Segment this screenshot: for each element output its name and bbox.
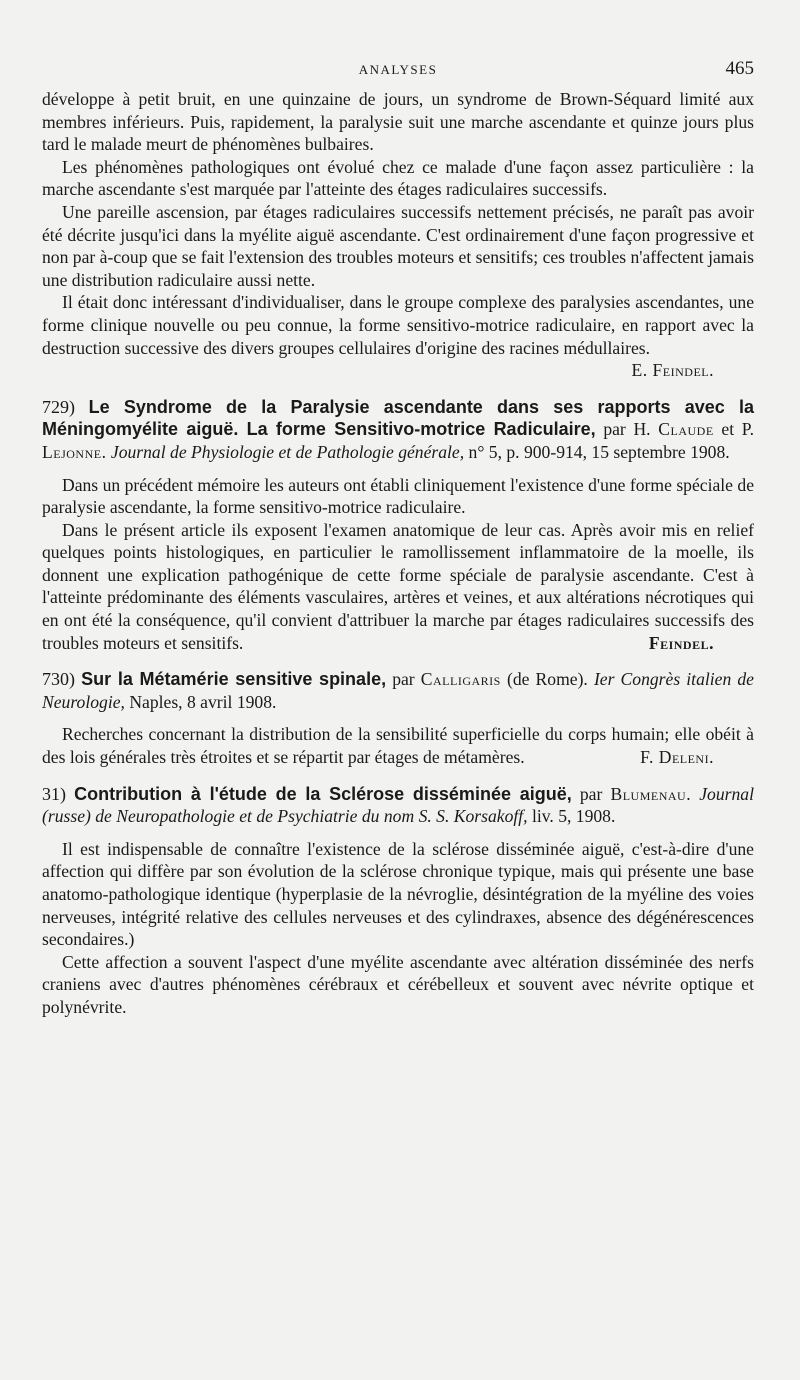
intro-paragraph-4 xyxy=(42,291,754,381)
entry-730-number: 730) xyxy=(42,669,75,690)
entry-731-author: Blumenau. xyxy=(610,783,692,804)
entry-729-paragraph-2 xyxy=(42,519,754,655)
entry-730-reference: Naples, 8 avril 1908. xyxy=(129,691,277,712)
entry-729-by: par H. xyxy=(603,419,651,440)
entry-731-reference: liv. 5, 1908. xyxy=(531,806,616,827)
entry-731-number: 31) xyxy=(42,783,66,804)
entry-730-paragraph-1 xyxy=(42,723,754,768)
entry-731-body xyxy=(42,838,754,1019)
entry-729-body xyxy=(42,474,754,655)
entry-730-place: (de Rome). xyxy=(506,669,588,690)
entry-731-journal: Journal (russe) de Neuropathologie et de Psychiatrie du nom S. S. Korsakoff, xyxy=(42,783,754,827)
journal-page xyxy=(42,58,754,1019)
entry-731 xyxy=(42,783,754,1019)
entry-730-by: par xyxy=(392,669,415,690)
entry-729-reference: n° 5, p. 900-914, 15 septembre 1908. xyxy=(468,441,730,462)
page-number: 465 xyxy=(725,58,754,79)
entry-729-signature: Feindel. xyxy=(648,632,714,653)
entry-729-author-1: Claude xyxy=(658,419,714,440)
intro-paragraph-3: Une pareille ascension, par étages radiculaires successifs nettement précisés, ne paraît pas avoir été décrite jusqu'ici dans la myélite aiguë ascendante. C'est ordinairement d'une façon progressive et non par à-coup que se fait l'extension des troubles moteurs et sensitifs; ces troubles n'affectent jamais une distribution radiculaire aussi nette. xyxy=(42,201,755,290)
entry-730-signature: F. Deleni. xyxy=(640,747,714,768)
intro-section xyxy=(42,88,754,382)
entry-729-paragraph-1: Dans un précédent mémoire les auteurs ont établi cliniquement l'existence d'une forme spéciale de paralysie ascendante, la forme sensitivo-motrice radiculaire. xyxy=(42,474,754,518)
entry-729-paragraph-2-text: Dans le présent article ils exposent l'examen anatomique de leur cas. Après avoir mis en relief quelques points histologiques, en particulier le ramollissement inflammatoire de la moelle, ils donnent une explication pathogénique de cette forme spéciale de paralysie ascendante. C'est à l'atteinte prédominante des éléments vasculaires, artères et veines, et aux altérations nécrotiques qui en ont été la conséquence, qu'il convient d'attribuer la marche par étages radiculaires successifs des troubles moteurs et sensitifs. xyxy=(42,519,754,653)
entry-731-heading xyxy=(42,783,754,828)
entry-729-journal: Journal de Physiologie et de Pathologie générale, xyxy=(110,441,465,462)
intro-paragraph-2: Les phénomènes pathologiques ont évolué chez ce malade d'une façon assez particulière : la marche ascendante s'est marquée par l'atteinte des étages radiculaires successifs. xyxy=(42,156,754,200)
running-title: ANALYSES xyxy=(358,62,438,77)
entry-730-heading xyxy=(42,668,754,713)
entry-730-paragraph-1-text: Recherches concernant la distribution de la sensibilité superficielle du corps humain; elle obéit à des lois générales très étroites et se répartit par étages de métamères. xyxy=(42,724,754,768)
entry-730 xyxy=(42,668,754,768)
intro-paragraph-4-text: Il était donc intéressant d'individualiser, dans le groupe complexe des paralysies ascendantes, une forme clinique nouvelle ou peu connue, la forme sensitivo-motrice radiculaire, en rapport avec la destruction successive des divers groupes cellulaires d'origine des racines médullaires. xyxy=(42,292,754,358)
entry-731-by: par xyxy=(579,783,603,804)
entry-731-title: Contribution à l'étude de la Sclérose disséminée aiguë, xyxy=(74,783,572,804)
entry-730-title: Sur la Métamérie sensitive spinale, xyxy=(81,669,387,690)
entry-729 xyxy=(42,396,754,655)
entry-730-congress: Ier Congrès italien de Neurologie, xyxy=(42,669,754,712)
entry-731-paragraph-2: Cette affection a souvent l'aspect d'une myélite ascendante avec altération disséminée des nerfs craniens avec d'autres phénomènes cérébraux et cérébelleux et souvent avec névrite optique et polynévrite. xyxy=(42,951,754,1017)
intro-paragraph-1: développe à petit bruit, en une quinzaine de jours, un syndrome de Brown-Séquard limité aux membres inférieurs. Puis, rapidement, la paralysie suit une marche ascendante et quinze jours plus tard le malade meurt de phénomènes bulbaires. xyxy=(42,89,754,155)
entry-731-paragraph-1: Il est indispensable de connaître l'existence de la sclérose disséminée aiguë, c'est-à-dire d'une affection qui diffère par son évolution de la sclérose chronique typique, mais qui présente une base anatomo-pathologique identique (hyperplasie de la névroglie, désintégration de la myéline des voies nerveuses, intégrité relative des cellules nerveuses et des cylindraxes, absence des dégénérescences secondaires.) xyxy=(42,838,754,950)
entry-730-body xyxy=(42,723,754,768)
entry-729-title: Le Syndrome de la Paralysie ascendante dans ses rapports avec la Méningomyélite aiguë. La forme Sensitivo-motrice Radiculaire, xyxy=(42,396,754,440)
running-head xyxy=(42,58,754,88)
entry-729-heading xyxy=(42,396,754,464)
entry-730-author: Calligaris xyxy=(420,669,501,690)
entry-729-et: et P. xyxy=(721,419,755,440)
entry-729-author-2: Lejonne. xyxy=(42,441,107,462)
intro-signature: E. Feindel. xyxy=(631,360,714,381)
entry-729-number: 729) xyxy=(42,396,75,417)
